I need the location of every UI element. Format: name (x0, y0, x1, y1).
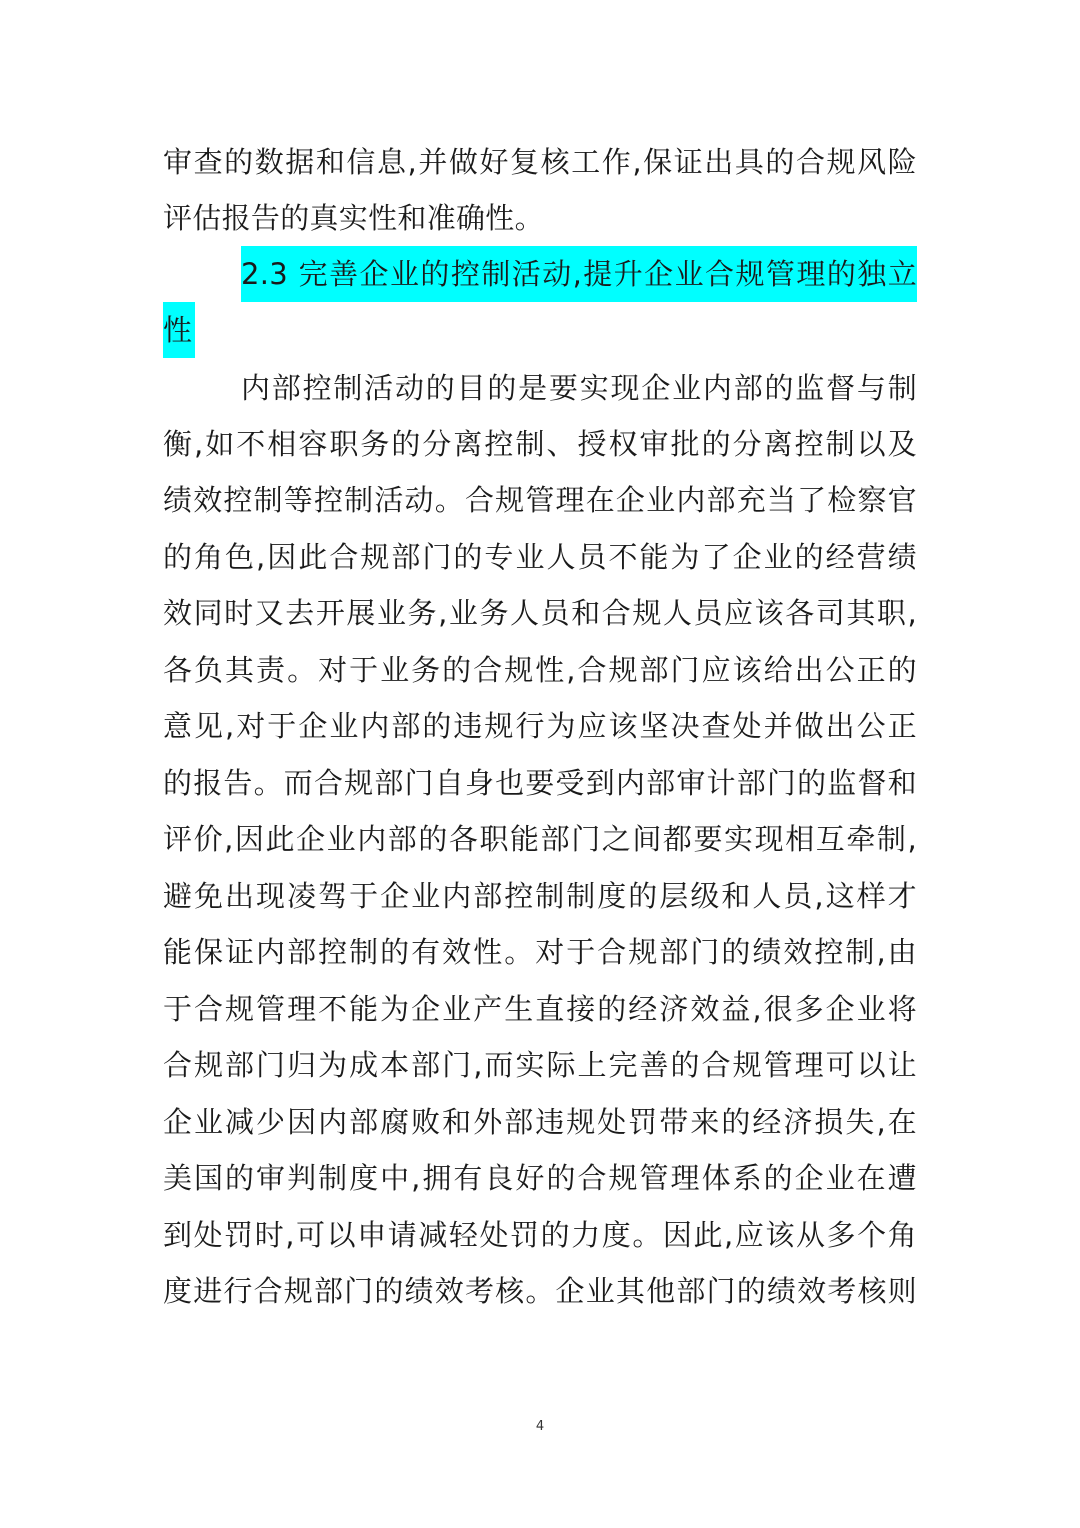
paragraph-line: 效同时又去开展业务,业务人员和合规人员应该各司其职, (163, 596, 917, 630)
paragraph-line: 绩效控制等控制活动。合规管理在企业内部充当了检察官 (163, 483, 917, 517)
paragraph-line: 评价,因此企业内部的各职能部门之间都要实现相互牵制, (163, 822, 917, 856)
paragraph-line: 合规部门归为成本部门,而实际上完善的合规管理可以让 (163, 1048, 917, 1082)
paragraph-line: 的报告。而合规部门自身也要受到内部审计部门的监督和 (163, 766, 917, 800)
paragraph-line: 度进行合规部门的绩效考核。企业其他部门的绩效考核则 (163, 1274, 917, 1308)
paragraph-line: 各负其责。对于业务的合规性,合规部门应该给出公正的 (163, 653, 917, 687)
paragraph-line: 到处罚时,可以申请减轻处罚的力度。因此,应该从多个角 (163, 1218, 917, 1252)
paragraph-line: 能保证内部控制的有效性。对于合规部门的绩效控制,由 (163, 935, 917, 969)
paragraph-line: 避免出现凌驾于企业内部控制制度的层级和人员,这样才 (163, 879, 917, 913)
page-number: 4 (535, 1419, 545, 1434)
section-heading-continuation: 性 (163, 302, 195, 358)
paragraph-line: 意见,对于企业内部的违规行为应该坚决查处并做出公正 (163, 709, 917, 743)
paragraph-line: 美国的审判制度中,拥有良好的合规管理体系的企业在遭 (163, 1161, 917, 1195)
paragraph-line: 于合规管理不能为企业产生直接的经济效益,很多企业将 (163, 992, 917, 1026)
paragraph-line: 衡,如不相容职务的分离控制、授权审批的分离控制以及 (163, 427, 917, 461)
paragraph-line: 审查的数据和信息,并做好复核工作,保证出具的合规风险 (163, 145, 917, 179)
paragraph-line: 企业减少因内部腐败和外部违规处罚带来的经济损失,在 (163, 1105, 917, 1139)
paragraph-line: 内部控制活动的目的是要实现企业内部的监督与制 (241, 371, 917, 405)
section-heading: 2.3 完善企业的控制活动,提升企业合规管理的独立 (241, 246, 917, 302)
paragraph-line: 的角色,因此合规部门的专业人员不能为了企业的经营绩 (163, 540, 917, 574)
paragraph-line: 评估报告的真实性和准确性。 (163, 201, 544, 235)
